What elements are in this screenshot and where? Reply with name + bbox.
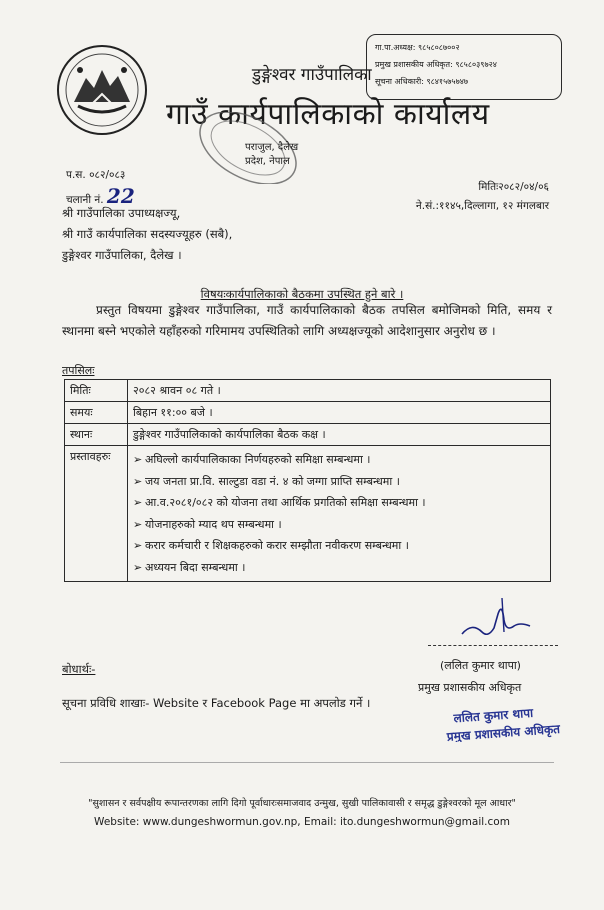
address-line: पराजुल, दैलेख bbox=[245, 142, 299, 153]
footer-slogan: "सुशासन र सर्वपक्षीय रूपान्तरणका लागि दिगो पूर्वाधारःसमाजवाद उन्मुख, सुखी पालिकावासी र समृद्ध डुङ्गेश्वरको मूल आधार" bbox=[88, 798, 516, 809]
province-line: प्रदेश, नेपाल bbox=[245, 156, 290, 167]
cc-line: सूचना प्रविधि शाखाः- Website र Facebook Page मा अपलोड गर्ने । bbox=[62, 696, 371, 710]
arrow-bullet-icon: ➢ bbox=[133, 496, 143, 509]
body-paragraph: प्रस्तुत विषयमा डुङ्गेश्वर गाउँपालिका, गाउँ कार्यपालिकाको बैठक तपसिल बमोजिमको मिति, समय र स्थानमा बस्ने भएकोले यहाँहरुको गरिमामय उपस्थितिको लागि अध्यक्षज्यूको आदेशानुसार अनुरोध छ । bbox=[62, 303, 552, 338]
table-row bbox=[65, 424, 551, 446]
agenda-list bbox=[133, 449, 545, 578]
list-item: ➢ करार कर्मचारी र शिक्षकहरुको करार सम्झौता नवीकरण सम्बन्धमा । bbox=[133, 535, 545, 557]
cc-label: बोधार्थः- bbox=[62, 662, 96, 676]
place-value: डुङ्गेश्वर गाउँपालिकाको कार्यपालिका बैठक कक्ष । bbox=[128, 424, 551, 446]
contact-chair: गा.पा.अध्यक्ष: ९८५८०८७००२ bbox=[375, 43, 460, 52]
list-item: ➢ अध्ययन बिदा सम्बन्धमा । bbox=[133, 557, 545, 579]
list-item: ➢ जय जनता प्रा.वि. साल्टुडा वडा नं. ४ को जग्गा प्राप्ति सम्बन्धमा । bbox=[133, 471, 545, 493]
patra-sankhya: प.स. ०८२/०८३ bbox=[66, 169, 126, 181]
footer-divider bbox=[60, 762, 554, 763]
time-key: समयः bbox=[65, 402, 128, 424]
handwritten-signature bbox=[458, 592, 534, 642]
letter-date: मितिः२०८२/०४/०६ bbox=[478, 181, 549, 193]
contact-cao: प्रमुख प्रशासकीय अधिकृत: ९८५८०३९७२४ bbox=[375, 60, 497, 69]
recipient-block bbox=[62, 203, 232, 266]
nepal-emblem-logo bbox=[56, 44, 148, 136]
signatory-stamp bbox=[446, 702, 586, 742]
chalani-value: 22 bbox=[106, 184, 135, 208]
meeting-details-table bbox=[64, 379, 551, 582]
signatory-name: (ललित कुमार थापा) bbox=[440, 659, 521, 672]
details-label: तपसिलः bbox=[62, 364, 95, 377]
agenda-key: प्रस्तावहरुः bbox=[65, 446, 128, 582]
arrow-bullet-icon: ➢ bbox=[133, 539, 143, 552]
date-value: २०८२ श्रावन ०८ गते । bbox=[128, 380, 551, 402]
table-row bbox=[65, 402, 551, 424]
list-item: ➢ योजनाहरुको म्याद थप सम्बन्धमा । bbox=[133, 514, 545, 536]
place-key: स्थानः bbox=[65, 424, 128, 446]
arrow-bullet-icon: ➢ bbox=[133, 560, 143, 574]
date-key: मितिः bbox=[65, 380, 128, 402]
arrow-bullet-icon: ➢ bbox=[133, 474, 143, 488]
recipient-line: डुङ्गेश्वर गाउँपालिका, दैलेख । bbox=[62, 248, 182, 262]
office-title: गाउँ कार्यपालिकाको कार्यालय bbox=[166, 97, 490, 132]
chalani-label: चलानी नं. bbox=[66, 194, 104, 206]
subject-text: विषयःकार्यपालिकाको बैठकमा उपस्थित हुने बारे । bbox=[200, 287, 404, 301]
svg-text:प्रमुख प्रशासकीय अधिकृत: प्रमुख प्रशासकीय अधिकृत bbox=[446, 721, 561, 742]
recipient-line: श्री गाउँपालिका उपाध्यक्षज्यू, bbox=[62, 206, 181, 220]
table-row bbox=[65, 380, 551, 402]
table-row bbox=[65, 446, 551, 582]
signatory-title: प्रमुख प्रशासकीय अधिकृत bbox=[418, 681, 522, 694]
contact-info-officer: सूचना अधिकारी: ९८४१५७५७४७ bbox=[375, 77, 469, 86]
arrow-bullet-icon: ➢ bbox=[133, 517, 143, 531]
list-item: ➢ आ.व.२०८१/०८२ को योजना तथा आर्थिक प्रगतिको समिक्षा सम्बन्धमा । bbox=[133, 492, 545, 514]
nepal-sambat-date: ने.सं.:११४५,दिल्लागा, १२ मंगलबार bbox=[415, 200, 549, 212]
svg-text:ललित कुमार थापा: ललित कुमार थापा bbox=[453, 705, 534, 726]
agenda-cell bbox=[128, 446, 551, 582]
list-item: ➢ अघिल्लो कार्यपालिकाका निर्णयहरुको समिक्षा सम्बन्धमा । bbox=[133, 449, 545, 471]
municipality-name: डुङ्गेश्वर गाउँपालिका bbox=[252, 65, 372, 85]
signature-line bbox=[428, 645, 558, 646]
footer-website: Website: www.dungeshwormun.gov.np, Email: ito.dungeshwormun@gmail.com bbox=[94, 816, 510, 828]
time-value: बिहान ११:०० बजे । bbox=[128, 402, 551, 424]
recipient-line: श्री गाउँ कार्यपालिका सदस्यज्यूहरु (सबै), bbox=[62, 227, 233, 241]
contact-box bbox=[366, 34, 562, 100]
arrow-bullet-icon: ➢ bbox=[133, 453, 143, 466]
